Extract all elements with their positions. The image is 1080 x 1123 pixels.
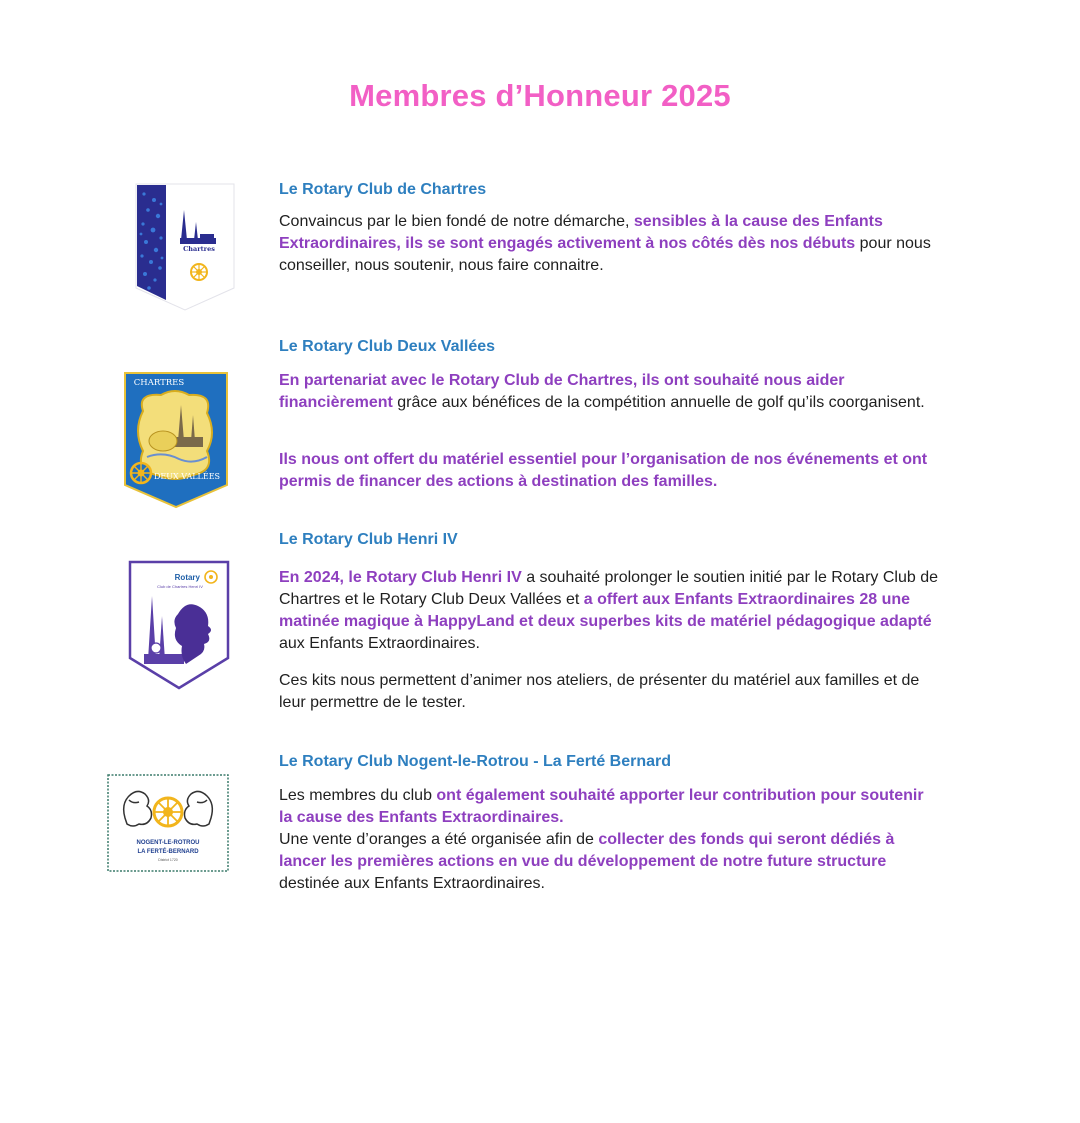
section-heading-deux-vallees: Le Rotary Club Deux Vallées — [279, 338, 496, 355]
page-title: Membres d’Honneur 2025 — [349, 78, 731, 113]
svg-text:Chartres: Chartres — [183, 245, 215, 253]
section-paragraph-henri-iv-1: En 2024, le Rotary Club Henri IV a souhaité prolonger le soutien initié par le Rotary Club de Chartres et le Rotary Club Deux Vallées et a offert aux Enfants Extraordinaires 28 une matinée magique à HappyLand et deux superbes kits de matériel pédagogique adapté aux Enfants Extraordinaires. — [279, 569, 938, 652]
section-paragraph-henri-iv-2: Ces kits nous permettent d’animer nos ateliers, de présenter du matériel aux familles et de leur permettre de le tester. — [279, 672, 920, 711]
section-heading-nogent: Le Rotary Club Nogent-le-Rotrou - La Ferté Bernard — [279, 753, 672, 770]
svg-text:NOGENT-LE-ROTROU: NOGENT-LE-ROTROU — [136, 840, 200, 846]
rotary-wheel-icon — [154, 798, 182, 826]
svg-text:District 1720: District 1720 — [158, 858, 178, 862]
section-paragraph-deux-vallees-2: Ils nous ont offert du matériel essentiel pour l’organisation de nos événements et ont permis de financer des actions à destination des familles. — [279, 451, 928, 490]
section-paragraph-deux-vallees-1: En partenariat avec le Rotary Club de Chartres, ils ont souhaité nous aider financièrement grâce aux bénéfices de la compétition annuelle de golf qu’ils coorganisent. — [279, 372, 925, 411]
rotary-wheel-small-icon — [151, 643, 161, 653]
rotary-nogent-ferte-logo — [107, 774, 229, 872]
rotary-chartres-banner-logo — [134, 182, 236, 314]
svg-text:DEUX VALLÉES: DEUX VALLÉES — [153, 472, 221, 481]
section-heading-chartres: Le Rotary Club de Chartres — [279, 181, 487, 198]
rotary-deux-vallees-banner-logo — [123, 371, 229, 509]
section-paragraph-chartres: Convaincus par le bien fondé de notre démarche, sensibles à la cause des Enfants Extraordinaires, ils se sont engagés activement à nos côtés dès nos débuts pour nous conseiller, nous soutenir, nous faire connaitre. — [279, 213, 931, 274]
rotary-henri-iv-banner-logo — [128, 560, 230, 692]
svg-text:LA FERTÉ-BERNARD: LA FERTÉ-BERNARD — [137, 849, 199, 855]
section-paragraph-nogent: Les membres du club ont également souhaité apporter leur contribution pour soutenir la cause des Enfants Extraordinaires. Une vente d’oranges a été organisée afin de collecter des fonds qui seront dédiés à lancer les premières actions en vue du développement de notre future structure destinée aux Enfants Extraordinaires. — [279, 787, 924, 892]
rotary-wheel-icon — [191, 264, 207, 280]
svg-text:Rotary: Rotary — [174, 573, 200, 582]
svg-text:Club de Chartres Henri IV: Club de Chartres Henri IV — [157, 584, 203, 589]
rotary-wheel-icon — [131, 463, 151, 483]
section-heading-henri-iv: Le Rotary Club Henri IV — [279, 531, 458, 548]
svg-text:CHARTRES: CHARTRES — [133, 378, 185, 388]
